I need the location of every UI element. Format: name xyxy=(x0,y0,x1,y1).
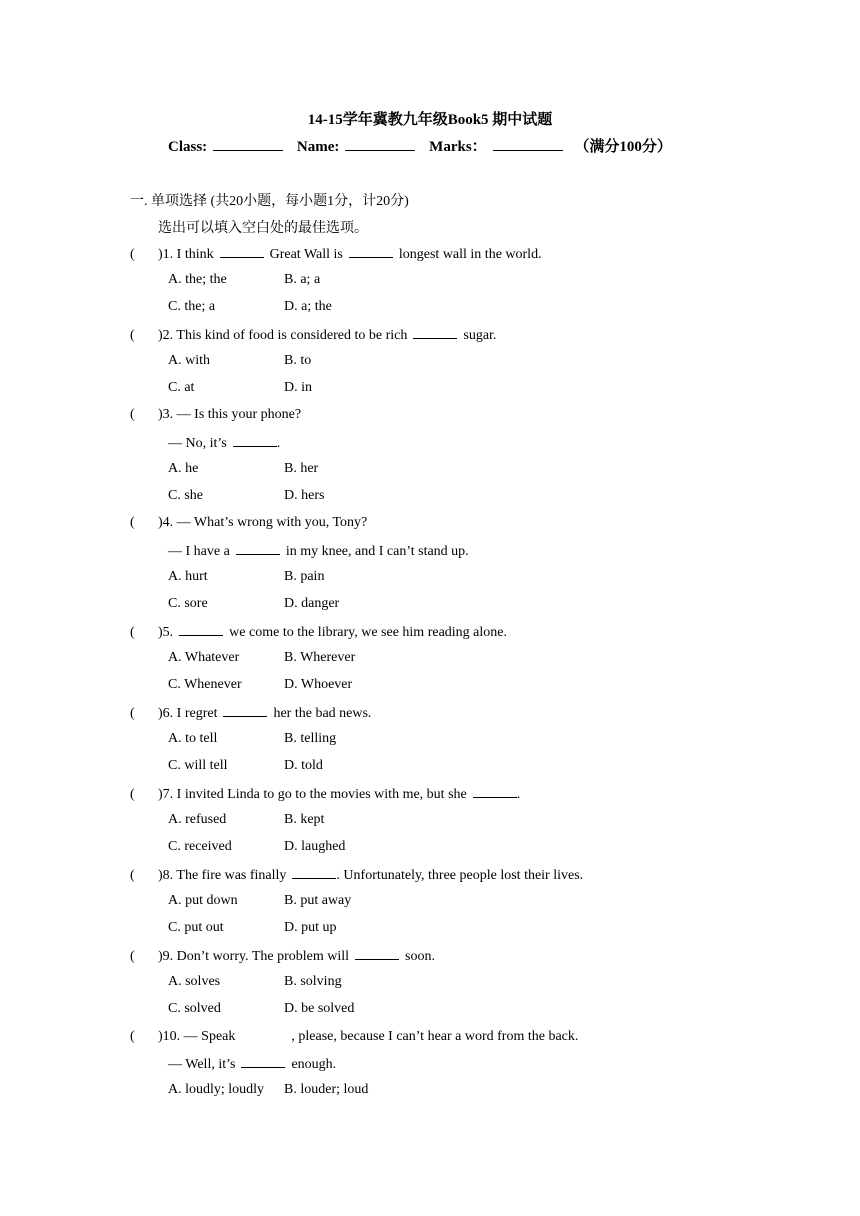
options-row xyxy=(168,567,324,587)
options-row xyxy=(168,594,339,614)
option-b: B. to xyxy=(284,353,312,368)
question-text: enough. xyxy=(291,1057,337,1072)
option-a: A. to tell xyxy=(168,731,218,746)
option-d: D. told xyxy=(284,758,323,773)
blank-space xyxy=(241,1026,285,1040)
option-c: C. at xyxy=(168,380,195,395)
options-row xyxy=(168,270,320,290)
option-b: B. put away xyxy=(284,893,352,908)
options-row xyxy=(168,648,355,668)
blank-line xyxy=(236,540,280,555)
question-6 xyxy=(130,702,371,722)
marks-label: Marks： xyxy=(429,139,487,155)
question-9 xyxy=(130,945,435,965)
question-text: )3. — Is this your phone? xyxy=(158,407,302,422)
option-c: C. the; a xyxy=(168,299,216,314)
section-instruction: 选出可以填入空白处的最佳选项。 xyxy=(158,221,368,236)
option-a: A. put down xyxy=(168,893,238,908)
option-a: A. he xyxy=(168,461,199,476)
class-label: Class: xyxy=(168,139,208,155)
option-c: C. put out xyxy=(168,920,224,935)
question-text: , please, because I can’t hear a word from the back. xyxy=(291,1029,579,1044)
options-row xyxy=(168,459,318,479)
blank-line xyxy=(179,621,223,636)
option-b: B. louder; loud xyxy=(284,1082,369,1097)
option-a: A. solves xyxy=(168,974,221,989)
answer-paren[interactable]: ( xyxy=(130,706,135,721)
options-row xyxy=(168,891,351,911)
section-heading: 一. 单项选择 (共20小题，每小题1分，计20分) xyxy=(130,194,409,209)
option-d: D. laughed xyxy=(284,839,346,854)
blank-line xyxy=(223,702,267,717)
question-text: )10. — Speak xyxy=(158,1029,236,1044)
option-b: B. a; a xyxy=(284,272,321,287)
option-d: D. hers xyxy=(284,488,325,503)
blank-line xyxy=(292,864,336,879)
option-b: B. her xyxy=(284,461,319,476)
question-2 xyxy=(130,324,496,344)
student-info-line xyxy=(168,135,672,156)
option-b: B. kept xyxy=(284,812,325,827)
answer-paren[interactable]: ( xyxy=(130,949,135,964)
blank-line xyxy=(349,243,393,258)
option-d: D. in xyxy=(284,380,312,395)
question-continuation xyxy=(168,432,280,452)
question-text: . xyxy=(516,787,521,802)
option-a: A. the; the xyxy=(168,272,227,287)
option-b: B. solving xyxy=(284,974,342,989)
question-text: )9. Don’t worry. The problem will xyxy=(158,949,350,964)
blank-line xyxy=(241,1053,285,1068)
blank-line xyxy=(413,324,457,339)
question-text: sugar. xyxy=(463,328,497,343)
question-text: in my knee, and I can’t stand up. xyxy=(285,544,469,559)
options-row xyxy=(168,999,354,1019)
question-text: her the bad news. xyxy=(273,706,372,721)
name-label: Name: xyxy=(296,139,340,155)
option-d: D. a; the xyxy=(284,299,332,314)
options-row xyxy=(168,486,324,506)
question-3 xyxy=(130,405,301,425)
options-row xyxy=(168,972,342,992)
options-row xyxy=(168,810,324,830)
page-title: 14-15学年冀教九年级Book5 期中试题 xyxy=(307,112,553,128)
options-row xyxy=(168,837,345,857)
question-continuation xyxy=(168,1053,336,1073)
option-c: C. Whenever xyxy=(168,677,242,692)
marks-blank[interactable] xyxy=(493,136,563,151)
options-row xyxy=(168,756,323,776)
answer-paren[interactable]: ( xyxy=(130,787,135,802)
option-c: C. she xyxy=(168,488,203,503)
option-b: B. pain xyxy=(284,569,325,584)
option-d: D. Whoever xyxy=(284,677,353,692)
answer-paren[interactable]: ( xyxy=(130,407,135,422)
options-row xyxy=(168,918,337,938)
question-text: )1. I think xyxy=(158,247,214,262)
option-a: A. with xyxy=(168,353,210,368)
question-1 xyxy=(130,243,542,263)
question-text: soon. xyxy=(405,949,435,964)
question-text: we come to the library, we see him reading alone. xyxy=(229,625,507,640)
question-continuation xyxy=(168,540,469,560)
blank-line xyxy=(355,945,399,960)
question-text: . Unfortunately, three people lost their lives. xyxy=(336,868,584,883)
option-b: B. telling xyxy=(284,731,337,746)
question-text: Great Wall is xyxy=(269,247,343,262)
option-b: B. Wherever xyxy=(284,650,356,665)
question-4 xyxy=(130,513,367,533)
options-row xyxy=(168,297,332,317)
question-text: )5. xyxy=(158,625,174,640)
question-text: )8. The fire was finally xyxy=(158,868,287,883)
option-a: A. refused xyxy=(168,812,227,827)
option-a: A. loudly; loudly xyxy=(168,1082,265,1097)
question-10 xyxy=(130,1026,578,1046)
answer-paren[interactable]: ( xyxy=(130,1029,135,1044)
options-row xyxy=(168,1080,368,1100)
option-d: D. put up xyxy=(284,920,337,935)
answer-paren[interactable]: ( xyxy=(130,247,135,262)
question-8 xyxy=(130,864,583,884)
options-row xyxy=(168,729,336,749)
options-row xyxy=(168,378,312,398)
answer-paren[interactable]: ( xyxy=(130,868,135,883)
question-text: — I have a xyxy=(168,544,230,559)
option-a: A. Whatever xyxy=(168,650,240,665)
question-text: )6. I regret xyxy=(158,706,218,721)
blank-line xyxy=(233,432,277,447)
question-7 xyxy=(130,783,520,803)
option-c: C. solved xyxy=(168,1001,221,1016)
option-d: D. be solved xyxy=(284,1001,355,1016)
options-row xyxy=(168,675,352,695)
question-text: )7. I invited Linda to go to the movies with me, but she xyxy=(158,787,467,802)
option-d: D. danger xyxy=(284,596,340,611)
question-5 xyxy=(130,621,507,641)
options-row xyxy=(168,351,311,371)
option-c: C. sore xyxy=(168,596,208,611)
question-text: )2. This kind of food is considered to be rich xyxy=(158,328,408,343)
blank-line xyxy=(473,783,517,798)
name-blank[interactable] xyxy=(345,136,415,151)
answer-paren[interactable]: ( xyxy=(130,625,135,640)
full-marks-note: （满分100分） xyxy=(574,139,672,155)
blank-line xyxy=(220,243,264,258)
option-c: C. received xyxy=(168,839,232,854)
question-text: — No, it’s xyxy=(168,436,227,451)
question-text: — Well, it’s xyxy=(168,1057,236,1072)
class-blank[interactable] xyxy=(213,136,283,151)
question-text: . xyxy=(276,436,281,451)
option-c: C. will tell xyxy=(168,758,228,773)
question-text: longest wall in the world. xyxy=(398,247,542,262)
option-a: A. hurt xyxy=(168,569,208,584)
answer-paren[interactable]: ( xyxy=(130,515,135,530)
question-text: )4. — What’s wrong with you, Tony? xyxy=(158,515,368,530)
answer-paren[interactable]: ( xyxy=(130,328,135,343)
